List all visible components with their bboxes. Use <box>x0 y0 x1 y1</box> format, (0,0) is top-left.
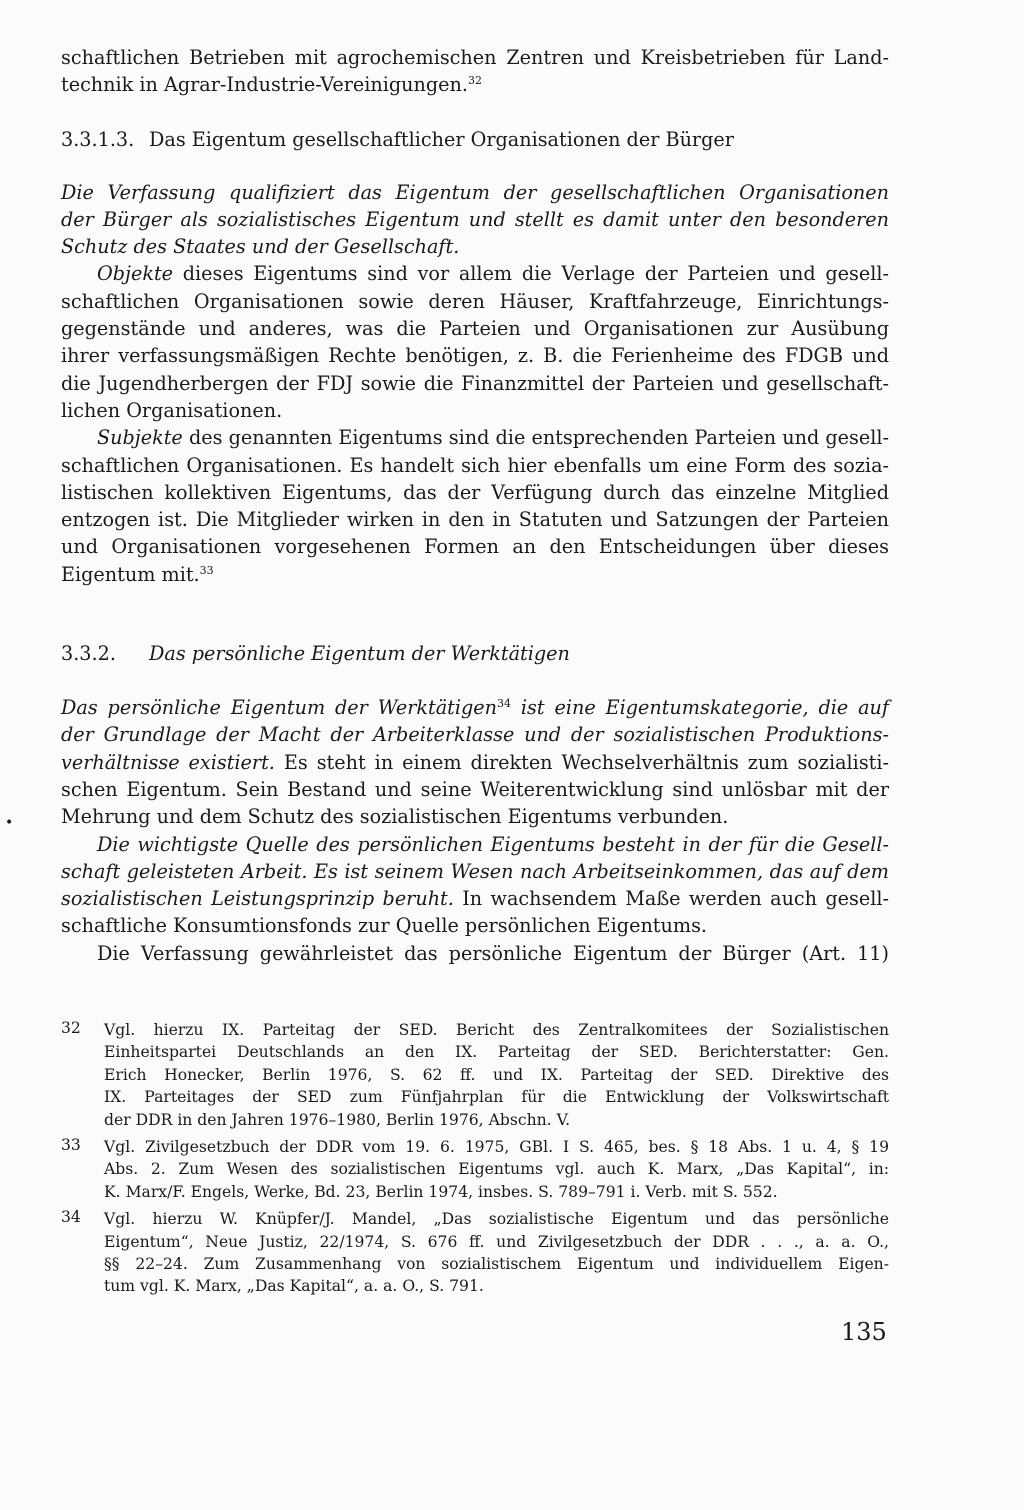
plain-text: Eigentum mit. <box>61 562 200 586</box>
text-line <box>61 912 889 939</box>
footnote-line: Vgl. hierzu IX. Parteitag der SED. Bericht des Zentralkomitees der Sozialistischen <box>104 1021 889 1039</box>
section-body-organisations <box>61 179 889 588</box>
text-line <box>61 803 889 830</box>
plain-text: gegenstände und anderes, was die Parteien und Organisationen zur Ausübung <box>61 317 889 341</box>
plain-text: schaftlichen Organisationen sowie deren Häuser, Kraftfahrzeuge, Einrichtungs- <box>61 289 889 313</box>
footnote-item <box>61 1208 889 1298</box>
plain-text: die Jugendherbergen der FDJ sowie die Finanzmittel der Parteien und gesellschaft- <box>61 371 889 395</box>
footnotes <box>61 1019 889 1303</box>
italic-text: Schutz des Staates und der Gesellschaft. <box>61 235 460 259</box>
italic-text: schaft geleisteten Arbeit. Es ist seinem Wesen nach Arbeitseinkommen, das auf dem <box>61 859 889 883</box>
text-line <box>61 885 889 912</box>
text-line <box>61 858 889 885</box>
section-heading-3-3-2 <box>61 640 889 667</box>
italic-text: Die wichtigste Quelle des persönlichen Eigentums besteht in der für die Gesell- <box>97 832 889 856</box>
italic-text: Die Verfassung qualifiziert das Eigentum der gesellschaftlichen Organisationen <box>61 180 889 204</box>
section-title: Das Eigentum gesellschaftlicher Organisationen der Bürger <box>149 127 734 151</box>
text-line <box>61 940 889 967</box>
text-line <box>61 424 889 451</box>
text-line <box>61 533 889 560</box>
text-line <box>61 721 889 748</box>
plain-text: technik in Agrar-Industrie-Vereinigungen. <box>61 73 468 97</box>
plain-text: schen Eigentum. Sein Bestand und seine Weiterentwicklung sind unlösbar mit der <box>61 777 889 801</box>
section-number: 3.3.1.3. <box>61 127 135 151</box>
plain-text: dieses Eigentums sind vor allem die Verlage der Parteien und gesell- <box>173 262 889 286</box>
footnote-line: tum vgl. K. Marx, „Das Kapital“, a. a. O., S. 791. <box>104 1277 484 1296</box>
top-paragraph <box>61 44 889 99</box>
text-line <box>61 776 889 803</box>
plain-text: Die Verfassung gewährleistet das persönliche Eigentum der Bürger (Art. 11) <box>97 941 889 965</box>
text-line <box>61 831 889 858</box>
footnote-line: Vgl. hierzu W. Knüpfer/J. Mandel, „Das sozialistische Eigentum und das persönliche <box>104 1210 889 1229</box>
text-line <box>61 397 889 424</box>
margin-mark: • <box>5 815 14 831</box>
plain-text: listischen kollektiven Eigentums, das der Verfügung durch das einzelne Mitglied <box>61 480 889 504</box>
plain-text: ihrer verfassungsmäßigen Rechte benötigen, z. B. die Ferienheime des FDGB und <box>61 344 889 368</box>
footnote-number: 34 <box>61 1208 81 1227</box>
footnote-line: der DDR in den Jahren 1976–1980, Berlin 1976, Abschn. V. <box>104 1110 571 1129</box>
text-line <box>61 260 889 287</box>
section-number: 3.3.2. <box>61 642 116 666</box>
text-line <box>61 342 889 369</box>
page-body <box>61 44 889 967</box>
page-number: 135 <box>841 1318 887 1346</box>
text-line <box>61 71 889 98</box>
footnote-line: Abs. 2. Zum Wesen des sozialistischen Eigentums vgl. auch K. Marx, „Das Kapital“, in: <box>104 1160 889 1179</box>
footnote-ref: 34 <box>497 697 512 711</box>
plain-text: Mehrung und dem Schutz des sozialistischen Eigentums verbunden. <box>61 805 729 829</box>
footnote-line: §§ 22–24. Zum Zusammenhang von sozialistischem Eigentum und individuellem Eigen- <box>104 1254 889 1273</box>
text-line <box>61 179 889 206</box>
footnote-line: Einheitspartei Deutschlands an den IX. Parteitag der SED. Berichterstatter: Gen. <box>104 1043 889 1062</box>
italic-text: Das persönliche Eigentum der Werktätigen <box>61 696 498 720</box>
italic-text: ist eine Eigentumskategorie, die auf <box>511 696 889 720</box>
footnote-number: 32 <box>61 1019 81 1037</box>
text-line <box>61 206 889 233</box>
footnote-item <box>61 1019 889 1131</box>
italic-text: sozialistischen Leistungsprinzip beruht. <box>61 887 454 911</box>
text-line <box>61 561 889 588</box>
plain-text: schaftlichen Organisationen. Es handelt sich hier ebenfalls um eine Form des sozia- <box>61 453 889 477</box>
footnote-number: 33 <box>61 1135 81 1154</box>
text-line <box>61 694 889 721</box>
italic-text: Objekte <box>97 262 174 286</box>
italic-text: Subjekte <box>97 426 183 450</box>
footnote-line: IX. Parteitages der SED zum Fünfjahrplan für die Entwicklung der Volkswirtschaft <box>104 1088 889 1107</box>
footnote-ref: 33 <box>199 563 214 577</box>
plain-text: des genannten Eigentums sind die entsprechenden Parteien und gesell- <box>182 426 889 450</box>
text-line <box>61 288 889 315</box>
text-line <box>61 749 889 776</box>
footnote-item <box>61 1136 889 1203</box>
footnote-line: Erich Honecker, Berlin 1976, S. 62 ff. und IX. Parteitag der SED. Direktive des <box>104 1065 889 1084</box>
plain-text: und Organisationen vorgesehenen Formen an den Entscheidungen über dieses <box>61 535 889 559</box>
text-line <box>61 233 889 260</box>
italic-text: verhältnisse existiert. <box>61 750 275 774</box>
plain-text: entzogen ist. Die Mitglieder wirken in den in Statuten und Satzungen der Parteien <box>61 508 889 532</box>
plain-text: In wachsendem Maße werden auch gesell- <box>453 887 889 911</box>
italic-text: der Grundlage der Macht der Arbeiterklasse und der sozialistischen Produktions- <box>61 723 889 747</box>
footnote-line: Eigentum“, Neue Justiz, 22/1974, S. 676 ff. und Zivilgesetzbuch der DDR . . ., a. a. O., <box>104 1232 889 1251</box>
footnote-line: K. Marx/F. Engels, Werke, Bd. 23, Berlin 1974, insbes. S. 789–791 i. Verb. mit S. 552. <box>104 1182 778 1201</box>
section-heading-3-3-1-3 <box>61 126 889 153</box>
text-line <box>61 506 889 533</box>
plain-text: schaftlichen Betrieben mit agrochemischen Zentren und Kreisbetrieben für Land- <box>61 46 889 69</box>
footnote-ref: 32 <box>467 74 482 88</box>
italic-text: der Bürger als sozialistisches Eigentum und stellt es damit unter den besonderen <box>61 207 889 231</box>
section-title: Das persönliche Eigentum der Werktätigen <box>149 642 570 666</box>
text-line <box>61 479 889 506</box>
plain-text: lichen Organisationen. <box>61 398 283 422</box>
text-line <box>61 44 889 71</box>
plain-text: schaftliche Konsumtionsfonds zur Quelle persönlichen Eigentums. <box>61 914 708 938</box>
plain-text: Es steht in einem direkten Wechselverhältnis zum sozialisti- <box>274 750 889 774</box>
text-line <box>61 370 889 397</box>
section-body-personal-property <box>61 694 889 967</box>
text-line <box>61 315 889 342</box>
footnote-line: Vgl. Zivilgesetzbuch der DDR vom 19. 6. 1975, GBl. I S. 465, bes. § 18 Abs. 1 u. 4, § 19 <box>104 1137 889 1156</box>
text-line <box>61 452 889 479</box>
